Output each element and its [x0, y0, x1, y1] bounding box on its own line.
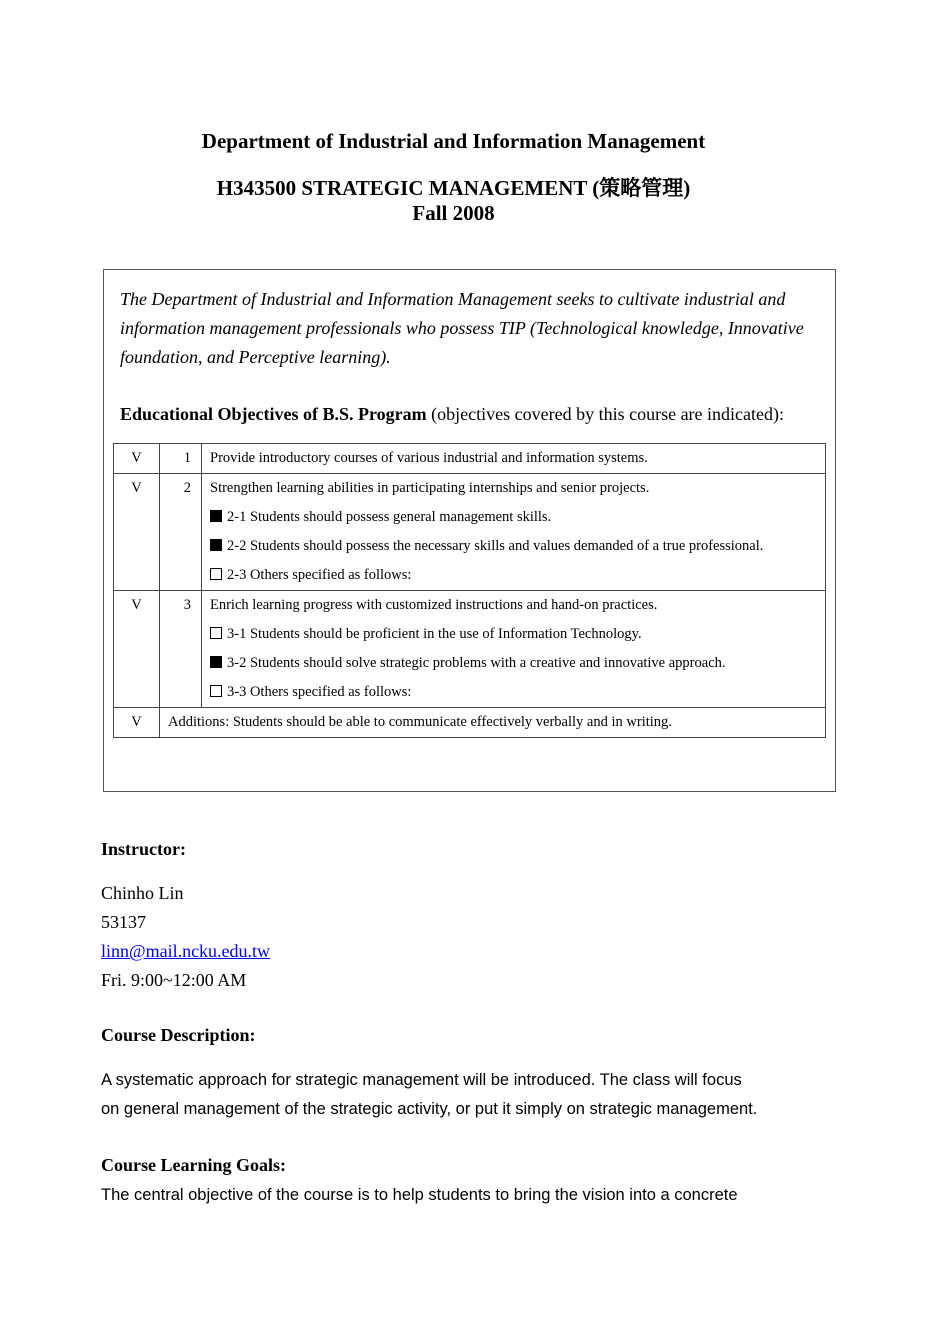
- subobjective-item: [210, 503, 825, 532]
- objective-main-text: Enrich learning progress with customized instructions and hand-on practices.: [210, 597, 658, 613]
- subobjective-text: 2-2 Students should possess the necessary skills and values demanded of a true professional.: [227, 538, 764, 554]
- subobjective-item: [210, 532, 770, 561]
- objectives-heading-rest: (objectives covered by this course are indicated):: [426, 404, 785, 424]
- subobjective-item: [210, 561, 825, 590]
- additions-mark: V: [114, 708, 160, 738]
- subobjective-text: 2-3 Others specified as follows:: [227, 567, 412, 583]
- learning-goals-heading: Course Learning Goals:: [101, 1155, 287, 1175]
- empty-checkbox-icon: [210, 627, 222, 639]
- objective-row-3: [114, 591, 826, 708]
- subobjective-text: 2-1 Students should possess general management skills.: [227, 509, 552, 525]
- course-description-line: A systematic approach for strategic management will be introduced. The class will focus: [101, 1071, 742, 1089]
- additions-text: Additions: Students should be able to communicate effectively verbally and in writing.: [160, 708, 826, 738]
- department-title: Department of Industrial and Information Management: [201, 129, 706, 153]
- objective-mark: V: [114, 474, 160, 591]
- subobjective-item: [210, 678, 825, 707]
- objective-row-2: [114, 474, 826, 591]
- learning-goals-text: [101, 1181, 821, 1210]
- subobjective-text: 3-3 Others specified as follows:: [227, 684, 412, 700]
- instructor-office-hours: Fri. 9:00~12:00 AM: [101, 970, 247, 990]
- subobjective-text: 3-1 Students should be proficient in the use of Information Technology.: [227, 626, 642, 642]
- objective-number: 1: [160, 444, 202, 474]
- objectives-heading: [120, 400, 832, 429]
- objective-text: [202, 474, 826, 591]
- objectives-table: [113, 443, 826, 738]
- mission-statement: The Department of Industrial and Information Management seeks to cultivate industrial and information management professionals who possess TIP (Technological knowledge, Innovative foundation, and Perceptive learning).: [120, 289, 804, 367]
- objective-number: 2: [160, 474, 202, 591]
- objective-mark: V: [114, 591, 160, 708]
- objectives-heading-bold: Educational Objectives of B.S. Program: [120, 404, 427, 424]
- objective-row-1: [114, 444, 826, 474]
- subobjective-item: [210, 620, 825, 649]
- filled-checkbox-icon: [210, 510, 222, 522]
- course-description-text: [101, 1066, 821, 1124]
- objective-main-text: Strengthen learning abilities in participating internships and senior projects.: [210, 480, 650, 496]
- objective-mark: V: [114, 444, 160, 474]
- course-title: H343500 STRATEGIC MANAGEMENT (策略管理): [216, 176, 691, 200]
- instructor-info: [101, 879, 270, 995]
- instructor-email-link[interactable]: linn@mail.ncku.edu.tw: [101, 941, 271, 961]
- objective-text: [202, 444, 826, 474]
- empty-checkbox-icon: [210, 685, 222, 697]
- instructor-name: Chinho Lin: [101, 883, 184, 903]
- empty-checkbox-icon: [210, 568, 222, 580]
- learning-goals-line: The central objective of the course is to help students to bring the vision into a concrete: [101, 1186, 738, 1204]
- subobjective-text: 3-2 Students should solve strategic problems with a creative and innovative approach.: [227, 655, 726, 671]
- course-description-line: on general management of the strategic activity, or put it simply on strategic management.: [101, 1100, 758, 1118]
- course-description-heading: Course Description:: [101, 1025, 256, 1045]
- additions-row: [114, 708, 826, 738]
- objective-text: [202, 591, 826, 708]
- objective-number: 3: [160, 591, 202, 708]
- objective-main-text: Provide introductory courses of various industrial and information systems.: [210, 450, 648, 466]
- subobjective-item: [210, 649, 825, 678]
- filled-checkbox-icon: [210, 539, 222, 551]
- instructor-heading: Instructor:: [101, 839, 186, 859]
- filled-checkbox-icon: [210, 656, 222, 668]
- instructor-phone: 53137: [101, 912, 146, 932]
- course-term: Fall 2008: [412, 201, 495, 225]
